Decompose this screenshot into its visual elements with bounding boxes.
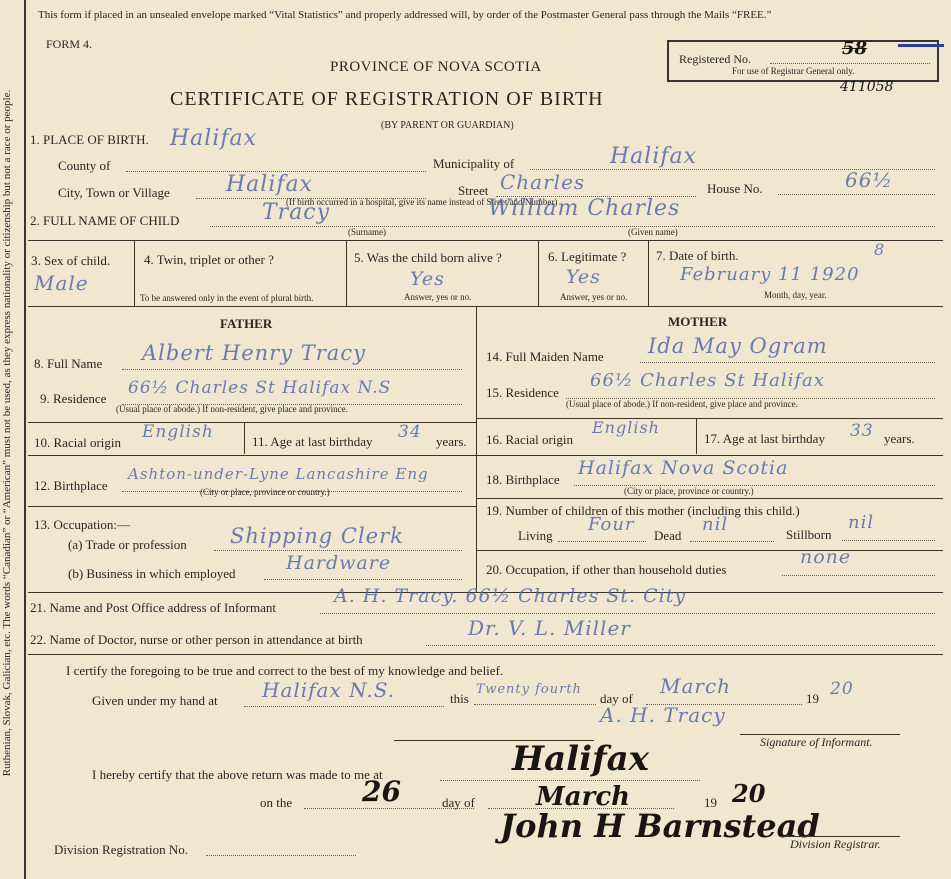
twin-note: To be answered only in the event of plural birth.	[140, 293, 314, 303]
child-given-name: William Charles	[488, 196, 681, 221]
row3-top-rule	[28, 240, 943, 241]
child-name-line	[210, 226, 935, 227]
father-residence-label: 9. Residence	[40, 391, 107, 406]
row3-divider-4	[648, 240, 649, 306]
registered-line	[770, 63, 930, 64]
mother-birthplace-label: 18. Birthplace	[486, 472, 560, 487]
mother-age-value: 33	[850, 421, 874, 441]
division-registration-line	[206, 855, 356, 856]
hospital-note: (If birth occurred in a hospital, give its name instead of Street and Number)	[286, 197, 558, 207]
certify-top-rule	[28, 654, 943, 655]
province-title: PROVINCE OF NOVA SCOTIA	[330, 59, 542, 75]
given-under-label: Given under my hand at	[92, 693, 218, 708]
doctor-label: 22. Name of Doctor, nurse or other person in attendance at birth	[30, 632, 363, 647]
given-place-line	[244, 706, 444, 707]
informant-label: 21. Name and Post Office address of Informant	[30, 600, 276, 615]
father-years: years.	[436, 434, 467, 449]
form-number: FORM 4.	[46, 37, 93, 51]
sex-value: Male	[34, 271, 89, 295]
city-value: Halifax	[226, 172, 314, 197]
business-value: Hardware	[286, 552, 392, 574]
doctor-line	[426, 645, 935, 646]
street-value: Charles	[500, 170, 586, 194]
trade-line	[214, 550, 462, 551]
house-label: House No.	[707, 181, 763, 196]
given-caption: (Given name)	[628, 227, 678, 237]
row3-divider-2	[346, 240, 347, 306]
trade-value: Shipping Clerk	[230, 524, 404, 548]
registrar-year-suffix: 20	[732, 779, 766, 808]
mother-race-value: English	[592, 418, 660, 437]
dob-label: 7. Date of birth.	[656, 248, 739, 263]
registrar-on-the: on the	[260, 795, 293, 810]
row3-bottom-rule	[28, 306, 943, 307]
place-of-birth-heading: 1. PLACE OF BIRTH.	[30, 132, 149, 147]
certify-day-of: day of	[600, 691, 633, 706]
father-name-line	[122, 369, 462, 370]
mother-occupation-line	[782, 575, 935, 576]
dead-value: nil	[702, 514, 729, 535]
certify-day-line	[474, 704, 596, 705]
business-label: (b) Business in which employed	[68, 566, 236, 581]
division-registration-label: Division Registration No.	[54, 842, 188, 857]
legitimate-label: 6. Legitimate ?	[548, 249, 627, 264]
side-notice: Ruthenian, Slovak, Galician, etc. The words “Canadian” or “American” must not be used, as they express nationality or citizenship but not a race or people.	[1, 89, 13, 777]
child-surname: Tracy	[262, 200, 331, 225]
mother-children-rule	[476, 550, 943, 551]
informant-value: A. H. Tracy. 66½ Charles St. City	[334, 585, 687, 607]
given-place-value: Halifax N.S.	[262, 678, 396, 702]
twin-label: 4. Twin, triplet or other ?	[144, 252, 274, 267]
mother-name-line	[640, 362, 935, 363]
legitimate-value: Yes	[566, 266, 601, 288]
father-birthplace-note: (City or place, province or country.)	[200, 487, 330, 497]
child-name-label: 2. FULL NAME OF CHILD	[30, 213, 180, 228]
alive-value: Yes	[410, 268, 445, 290]
place-of-birth-value: Halifax	[170, 126, 258, 151]
alive-label: 5. Was the child born alive ?	[354, 250, 502, 265]
row3-divider-3	[538, 240, 539, 306]
father-birthplace-label: 12. Birthplace	[34, 478, 108, 493]
registrar-caption: Division Registrar.	[790, 837, 881, 851]
stillborn-label: Stillborn	[786, 527, 832, 542]
registrar-place-value: Halifax	[512, 739, 649, 779]
house-value: 66½	[845, 168, 893, 192]
dead-label: Dead	[654, 528, 682, 543]
father-residence-value: 66½ Charles St Halifax N.S	[128, 378, 392, 398]
certify-month-value: March	[660, 674, 732, 698]
father-occupation-label: 13. Occupation:—	[34, 517, 131, 532]
alive-note: Answer, yes or no.	[404, 292, 472, 302]
registrar-year-prefix: 19	[704, 795, 717, 810]
certify-year-prefix: 19	[806, 691, 819, 706]
father-race-divider	[244, 422, 245, 454]
mother-residence-note: (Usual place of abode.) If non-resident, give place and province.	[566, 399, 798, 409]
registrar-day-of: day of	[442, 795, 475, 810]
certify-day-value: Twenty fourth	[476, 682, 582, 697]
father-age-value: 34	[398, 422, 422, 442]
mother-name-label: 14. Full Maiden Name	[486, 349, 604, 364]
top-notice: This form if placed in an unsealed envelope marked “Vital Statistics” and properly addressed will, by order of the Postmaster General pass through the Mails “FREE.”	[38, 9, 772, 21]
father-heading: FATHER	[220, 316, 273, 331]
city-label: City, Town or Village	[58, 185, 170, 200]
page-title: CERTIFICATE OF REGISTRATION OF BIRTH	[170, 88, 604, 110]
father-residence-note: (Usual place of abode.) If non-resident, give place and province.	[116, 404, 348, 414]
mother-race-divider	[696, 418, 697, 454]
mother-residence-label: 15. Residence	[486, 385, 559, 400]
father-name-label: 8. Full Name	[34, 356, 103, 371]
father-age-label: 11. Age at last birthday	[252, 434, 373, 449]
mother-occupation-label: 20. Occupation, if other than household duties	[486, 562, 727, 577]
left-margin-rule	[24, 0, 26, 879]
mother-years: years.	[884, 431, 915, 446]
registrar-day-value: 26	[362, 775, 401, 808]
registry-stamp: 411058	[840, 79, 894, 95]
dob-note: Month, day, year.	[764, 290, 827, 300]
father-bp-rule	[28, 506, 476, 507]
father-name-value: Albert Henry Tracy	[142, 341, 366, 365]
page-subtitle: (BY PARENT OR GUARDIAN)	[381, 120, 514, 131]
living-label: Living	[518, 528, 553, 543]
mother-age-label: 17. Age at last birthday	[704, 431, 825, 446]
dob-extra: 8	[874, 240, 886, 259]
trade-label: (a) Trade or profession	[68, 537, 187, 552]
mother-bp-rule	[476, 498, 943, 499]
father-birthplace-value: Ashton-under-Lyne Lancashire Eng	[128, 465, 429, 483]
mother-occupation-value: none	[800, 546, 852, 568]
registered-label: Registered No.	[679, 52, 751, 66]
county-label: County of	[58, 158, 111, 173]
living-value: Four	[588, 514, 635, 535]
mother-heading: MOTHER	[668, 314, 728, 329]
dob-value: February 11 1920	[680, 264, 860, 285]
stillborn-value: nil	[848, 512, 875, 533]
mother-name-value: Ida May Ogram	[648, 334, 828, 358]
stillborn-line	[842, 540, 935, 541]
house-line	[778, 194, 935, 195]
mother-birthplace-value: Halifax Nova Scotia	[578, 457, 789, 479]
mother-race-label: 16. Racial origin	[486, 432, 574, 447]
father-race-label: 10. Racial origin	[34, 435, 122, 450]
street-label: Street	[458, 183, 489, 198]
registrar-signature: John H Barnstead	[500, 807, 820, 845]
doctor-value: Dr. V. L. Miller	[468, 616, 631, 640]
informant-signature: A. H. Tracy	[600, 703, 726, 727]
registrar-month-value: March	[536, 782, 631, 812]
certify-statement: I certify the foregoing to be true and correct to the best of my knowledge and belief.	[66, 663, 504, 678]
surname-caption: (Surname)	[348, 227, 386, 237]
legitimate-note: Answer, yes or no.	[560, 292, 628, 302]
blue-tick-mark	[898, 44, 944, 47]
registrar-statement: I hereby certify that the above return was made to me at	[92, 767, 383, 782]
informant-line	[320, 613, 935, 614]
mother-residence-value: 66½ Charles St Halifax	[590, 370, 825, 391]
registered-note: For use of Registrar General only.	[732, 66, 855, 76]
dead-line	[690, 541, 774, 542]
certify-this: this	[450, 691, 469, 706]
municipality-value: Halifax	[610, 144, 698, 169]
living-line	[558, 541, 646, 542]
business-line	[264, 579, 462, 580]
mother-birthplace-note: (City or place, province or country.)	[624, 486, 754, 496]
children-count-label: 19. Number of children of this mother (including this child.)	[486, 503, 800, 518]
registered-number: 58	[842, 38, 868, 59]
municipality-label: Municipality of	[433, 156, 515, 171]
sex-label: 3. Sex of child.	[31, 253, 111, 268]
father-race-value: English	[142, 422, 214, 442]
row3-divider-1	[134, 240, 135, 306]
registrar-place-line	[440, 780, 700, 781]
informant-signature-caption: Signature of Informant.	[760, 735, 873, 749]
certify-year-suffix: 20	[830, 679, 854, 699]
